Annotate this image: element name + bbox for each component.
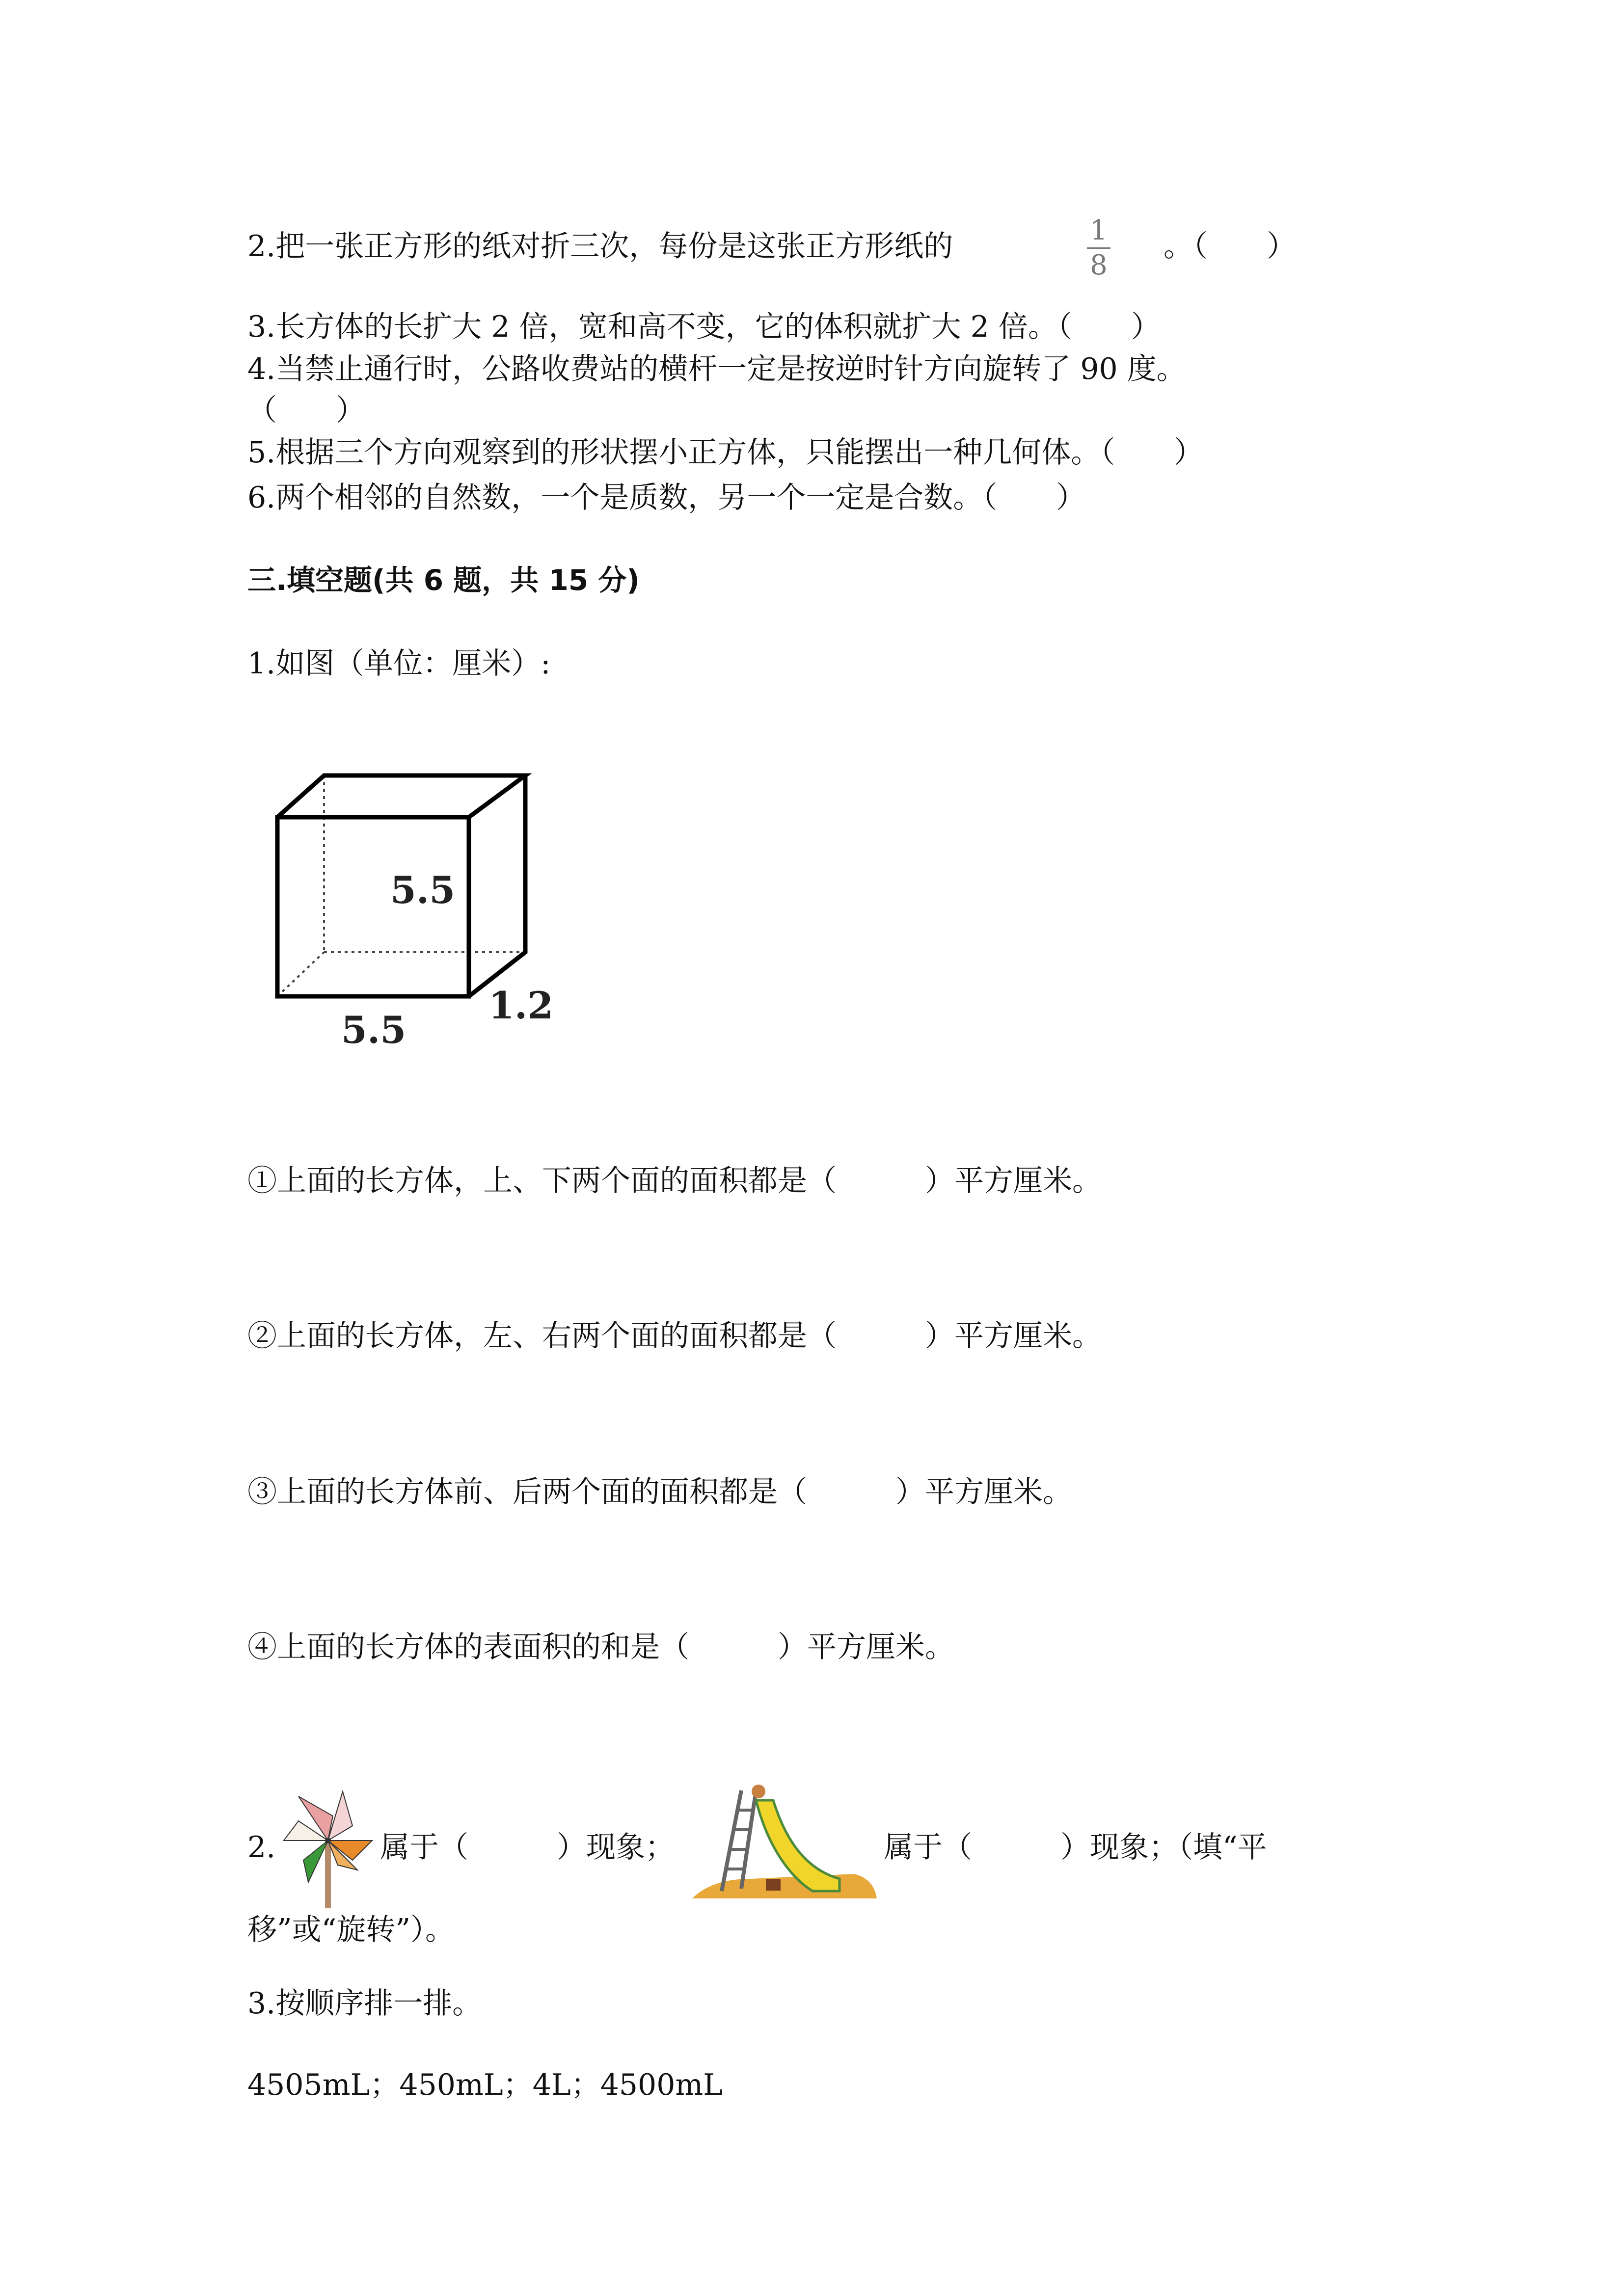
question-2 bbox=[247, 229, 953, 264]
question-2-tail: 。（ ） bbox=[1164, 229, 1296, 264]
question-2-text: 2.把一张正方形的纸对折三次，每份是这张正方形纸的 bbox=[247, 229, 953, 264]
cuboid-figure bbox=[265, 756, 569, 1060]
fill-question-3-values: 4505mL；450mL；4L；4500mL bbox=[247, 2068, 723, 2102]
slide-image bbox=[692, 1781, 877, 1902]
fill-question-3: 3.按顺序排一排。 bbox=[247, 1986, 482, 2021]
question-6: 6.两个相邻的自然数，一个是质数，另一个一定是合数。（ ） bbox=[247, 481, 1086, 515]
question-4-bracket: （ ） bbox=[247, 393, 365, 427]
sub-question-4: ④上面的长方体的表面积的和是（ ）平方厘米。 bbox=[247, 1630, 954, 1664]
pinwheel-image bbox=[279, 1787, 377, 1909]
height-label: 5.5 bbox=[390, 868, 456, 912]
fraction-denominator: 8 bbox=[1090, 249, 1108, 281]
question-3: 3.长方体的长扩大 2 倍，宽和高不变，它的体积就扩大 2 倍。（ ） bbox=[247, 310, 1161, 344]
fill-question-2-line2: 移”或“旋转”）。 bbox=[247, 1913, 455, 1947]
fill-question-2-part2: 属于（ ）现象；（填“平 bbox=[884, 1830, 1267, 1865]
length-label: 5.5 bbox=[341, 1008, 406, 1052]
fill-question-1: 1.如图（单位：厘米）: bbox=[247, 646, 551, 681]
fill-question-2-number: 2. bbox=[247, 1830, 276, 1865]
fill-question-2-part1: 属于（ ）现象； bbox=[380, 1830, 675, 1865]
fraction-one-eighth bbox=[1084, 216, 1113, 280]
fraction-bar bbox=[1087, 247, 1110, 249]
question-5: 5.根据三个方向观察到的形状摆小正方体，只能摆出一种几何体。（ ） bbox=[247, 435, 1204, 470]
sub-question-2: ②上面的长方体，左、右两个面的面积都是（ ）平方厘米。 bbox=[247, 1319, 1102, 1353]
question-4: 4.当禁止通行时，公路收费站的横杆一定是按逆时针方向旋转了 90 度。 bbox=[247, 352, 1186, 386]
width-label: 1.2 bbox=[488, 984, 554, 1027]
sub-question-1: ①上面的长方体，上、下两个面的面积都是（ ）平方厘米。 bbox=[247, 1164, 1102, 1198]
top-face bbox=[277, 775, 525, 817]
sub-question-3: ③上面的长方体前、后两个面的面积都是（ ）平方厘米。 bbox=[247, 1475, 1072, 1509]
hidden-edge-depth bbox=[277, 952, 324, 996]
section-heading: 三.填空题(共 6 题，共 15 分) bbox=[247, 563, 640, 597]
fraction-numerator: 1 bbox=[1090, 214, 1108, 246]
